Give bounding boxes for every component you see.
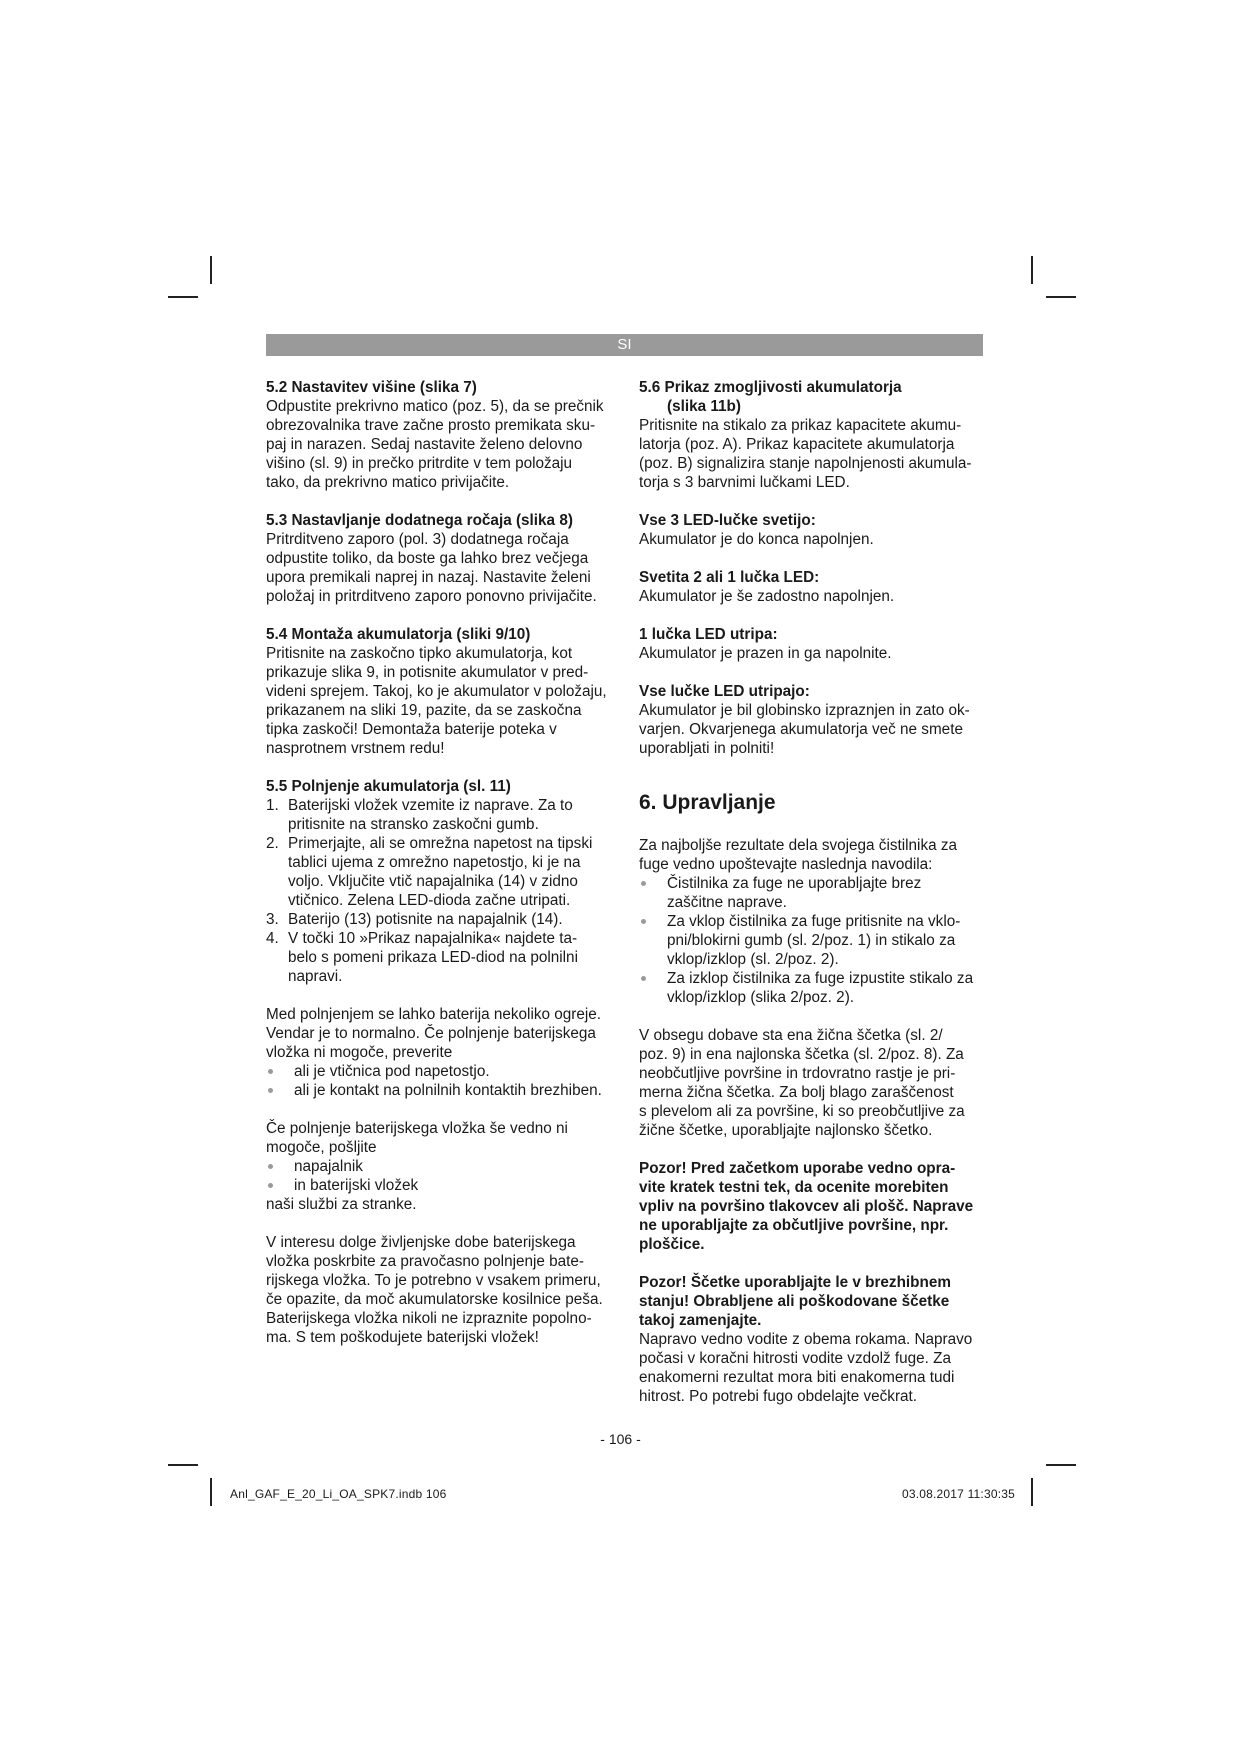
section-5-2 <box>266 378 616 492</box>
bullet-item <box>639 969 985 1007</box>
list-number: 3. <box>266 911 279 928</box>
text-line: Za izklop čistilnika za fuge izpustite stikalo za <box>667 970 974 987</box>
text-line: Akumulator je še zadostno napolnjen. <box>639 588 895 605</box>
list-number: 2. <box>266 835 279 852</box>
page-number: - 106 - <box>600 1431 641 1447</box>
text-line: pni/blokirni gumb (sl. 2/poz. 1) in stikalo za <box>667 932 956 949</box>
led-status-blink-1 <box>639 625 985 663</box>
text-line: vklop/izklop (slika 2/poz. 2). <box>667 989 855 1006</box>
text-line: paj in narazen. Sedaj nastavite želeno delovno <box>266 436 583 453</box>
text-line: mogoče, pošljite <box>266 1139 377 1156</box>
list-item <box>266 834 616 910</box>
led-heading: 1 lučka LED utripa: <box>639 626 778 643</box>
text-line: Baterijski vložek vzemite iz naprave. Za to <box>288 797 573 814</box>
text-line: počasi v koračni hitrosti vodite vzdolž fuge. Za <box>639 1350 952 1367</box>
text-line: Akumulator je bil globinsko izpraznjen in zato ok- <box>639 702 970 719</box>
list-item <box>266 796 616 834</box>
text-line: Za najboljše rezultate dela svojega čistilnika za <box>639 837 958 854</box>
warning-line: stanju! Obrabljene ali poškodovane ščetke <box>639 1293 950 1310</box>
text-line: pritisnite na stransko zaskočni gumb. <box>288 816 539 833</box>
language-code: SI <box>617 336 632 353</box>
text-line: če opazite, da moč akumulatorske kosilnice peša. <box>266 1291 603 1308</box>
numbered-list <box>266 796 616 986</box>
paragraph-send-service <box>266 1119 616 1214</box>
warning-test-run <box>639 1159 985 1254</box>
section-heading: 5.6 Prikaz zmogljivosti akumulatorja <box>639 379 902 396</box>
text-line: enakomerni rezultat mora biti enakomerna tudi <box>639 1369 955 1386</box>
bullet-item: ali je vtičnica pod napetostjo. <box>266 1062 616 1081</box>
warning-line: Pozor! Pred začetkom uporabe vedno opra- <box>639 1160 956 1177</box>
text-line: vložka poskrbite za pravočasno polnjenje bate- <box>266 1253 585 1270</box>
right-column <box>639 378 985 1425</box>
led-status-blink-all <box>639 682 985 758</box>
text-line: vklop/izklop (sl. 2/poz. 2). <box>667 951 839 968</box>
text-line: s plevelom ali za površine, ki so preobčutljive za <box>639 1103 965 1120</box>
chapter-heading: 6. Upravljanje <box>639 791 776 814</box>
text-line: Akumulator je prazen in ga napolnite. <box>639 645 892 662</box>
list-item <box>266 910 616 929</box>
text-line: latorja (poz. A). Prikaz kapacitete akumulatorja <box>639 436 955 453</box>
text-line: Odpustite prekrivno matico (poz. 5), da se prečnik <box>266 398 604 415</box>
led-heading: Vse lučke LED utripajo: <box>639 683 810 700</box>
crop-mark <box>168 296 198 298</box>
text-line: Pritisnite na stikalo za prikaz kapacitete akumu- <box>639 417 962 434</box>
text-line: žične ščetke, uporabljajte najlonsko ščetko. <box>639 1122 933 1139</box>
bullet-item <box>639 874 985 912</box>
text-line: uporabljati in polniti! <box>639 740 775 757</box>
text-line: Napravo vedno vodite z obema rokama. Napravo <box>639 1331 973 1348</box>
warning-line: vite kratek testni tek, da ocenite morebiten <box>639 1179 949 1196</box>
warning-line: ploščice. <box>639 1236 705 1253</box>
text-line: Če polnjenje baterijskega vložka še vedno ni <box>266 1120 568 1137</box>
text-line: Vendar je to normalno. Če polnjenje baterijskega <box>266 1025 596 1042</box>
text-line: ma. S tem poškodujete baterijski vložek! <box>266 1329 539 1346</box>
text-line: upora premikali naprej in nazaj. Nastavite želeni <box>266 569 591 586</box>
text-line: neobčutljive površine in trdovratno rastje je pri- <box>639 1065 956 1082</box>
led-heading: Svetita 2 ali 1 lučka LED: <box>639 569 820 586</box>
text-line: (poz. B) signalizira stanje napolnjenosti akumula- <box>639 455 972 472</box>
bullet-list <box>266 1157 616 1195</box>
footer-file: Anl_GAF_E_20_Li_OA_SPK7.indb 106 <box>230 1487 447 1501</box>
section-5-5 <box>266 777 616 986</box>
led-status-3 <box>639 511 985 549</box>
text-line: belo s pomeni prikaza LED-diod na polnilni <box>288 949 578 966</box>
text-line: hitrost. Po potrebi fugo obdelajte večkrat. <box>639 1388 918 1405</box>
crop-mark <box>1031 1478 1033 1506</box>
warning-line: Pozor! Ščetke uporabljajte le v brezhibnem <box>639 1274 951 1291</box>
text-line: Čistilnika za fuge ne uporabljajte brez <box>667 875 922 892</box>
paragraph-brushes <box>639 1026 985 1140</box>
text-line: tako, da prekrivno matico privijačite. <box>266 474 510 491</box>
text-line: voljo. Vključite vtič napajalnika (14) v zidno <box>288 873 578 890</box>
section-heading: 5.4 Montaža akumulatorja (sliki 9/10) <box>266 626 531 643</box>
text-line: varjen. Okvarjenega akumulatorja več ne smete <box>639 721 963 738</box>
left-column <box>266 378 616 1366</box>
text-line: nasprotnem vrstnem redu! <box>266 740 445 757</box>
warning-brushes <box>639 1273 985 1406</box>
text-line: prikazanem na sliki 19, pazite, da se zaskočna <box>266 702 582 719</box>
crop-mark <box>1046 1464 1076 1466</box>
warning-line: takoj zamenjajte. <box>639 1312 762 1329</box>
text-line: obrezovalnika trave začne prosto premikata sku- <box>266 417 596 434</box>
text-line: naši službi za stranke. <box>266 1196 417 1213</box>
list-item <box>266 929 616 986</box>
crop-mark <box>168 1464 198 1466</box>
text-line: Pritrditveno zaporo (pol. 3) dodatnega ročaja <box>266 531 569 548</box>
led-heading: Vse 3 LED-lučke svetijo: <box>639 512 816 529</box>
section-heading: 5.3 Nastavljanje dodatnega ročaja (slika 8) <box>266 512 573 529</box>
text-line: prikazuje slika 9, in potisnite akumulator v pred- <box>266 664 589 681</box>
section-5-3 <box>266 511 616 606</box>
section-6-intro <box>639 836 985 1007</box>
text-line: vtičnico. Zelena LED-dioda začne utripati. <box>288 892 571 909</box>
led-status-2-1 <box>639 568 985 606</box>
list-number: 4. <box>266 930 279 947</box>
bullet-list <box>266 1062 616 1100</box>
text-line: V interesu dolge življenjske dobe baterijskega <box>266 1234 576 1251</box>
text-line: rijskega vložka. To je potrebno v vsakem primeru, <box>266 1272 601 1289</box>
text-line: tipka zaskoči! Demontaža baterije poteka v <box>266 721 557 738</box>
section-5-6 <box>639 378 985 492</box>
text-line: odpustite toliko, da boste ga lahko brez večjega <box>266 550 589 567</box>
text-line: tablici ujema z omrežno napetostjo, ki je na <box>288 854 581 871</box>
crop-mark <box>210 256 212 284</box>
text-line: torja s 3 barvnimi lučkami LED. <box>639 474 850 491</box>
crop-mark <box>1046 296 1076 298</box>
text-line: zaščitne naprave. <box>667 894 787 911</box>
list-number: 1. <box>266 797 279 814</box>
text-line: videni sprejem. Takoj, ko je akumulator v položaju, <box>266 683 607 700</box>
text-line: Med polnjenjem se lahko baterija nekoliko ogreje. <box>266 1006 602 1023</box>
warning-line: ne uporabljajte za občutljive površine, npr. <box>639 1217 949 1234</box>
text-line: fuge vedno upoštevajte naslednja navodila: <box>639 856 933 873</box>
text-line: Primerjajte, ali se omrežna napetost na tipski <box>288 835 593 852</box>
text-line: vložka ni mogoče, preverite <box>266 1044 453 1061</box>
section-5-4 <box>266 625 616 758</box>
crop-mark <box>1031 256 1033 284</box>
text-line: položaj in pritrditveno zaporo ponovno privijačite. <box>266 588 597 605</box>
crop-mark <box>210 1478 212 1506</box>
section-heading: 5.5 Polnjenje akumulatorja (sl. 11) <box>266 778 511 795</box>
text-line: V obsegu dobave sta ena žična ščetka (sl. 2/ <box>639 1027 943 1044</box>
section-heading: 5.2 Nastavitev višine (slika 7) <box>266 379 477 396</box>
section-heading: (slika 11b) <box>667 398 741 415</box>
bullet-list <box>639 874 985 1007</box>
text-line: poz. 9) in ena najlonska ščetka (sl. 2/poz. 8). Za <box>639 1046 964 1063</box>
text-line: merna žična ščetka. Za bolj blago zaraščenost <box>639 1084 954 1101</box>
paragraph-battery-life <box>266 1233 616 1347</box>
paragraph-charging-heat <box>266 1005 616 1100</box>
footer-datetime: 03.08.2017 11:30:35 <box>901 1487 1015 1501</box>
text-line: Pritisnite na zaskočno tipko akumulatorja, kot <box>266 645 573 662</box>
warning-line: vpliv na površino tlakovcev ali plošč. Naprave <box>639 1198 974 1215</box>
text-line: V točki 10 »Prikaz napajalnika« najdete ta- <box>288 930 578 947</box>
text-line: Za vklop čistilnika za fuge pritisnite na vklo- <box>667 913 961 930</box>
language-header-bar <box>266 334 983 356</box>
text-line: Baterijo (13) potisnite na napajalnik (14). <box>288 911 563 928</box>
text-line: Baterijskega vložka nikoli ne izpraznite popolno- <box>266 1310 592 1327</box>
bullet-item <box>639 912 985 969</box>
bullet-item: napajalnik <box>266 1157 616 1176</box>
text-line: višino (sl. 9) in prečko pritrdite v tem položaju <box>266 455 573 472</box>
text-line: napravi. <box>288 968 343 985</box>
bullet-item: ali je kontakt na polnilnih kontaktih brezhiben. <box>266 1081 616 1100</box>
bullet-item: in baterijski vložek <box>266 1176 616 1195</box>
text-line: Akumulator je do konca napolnjen. <box>639 531 874 548</box>
